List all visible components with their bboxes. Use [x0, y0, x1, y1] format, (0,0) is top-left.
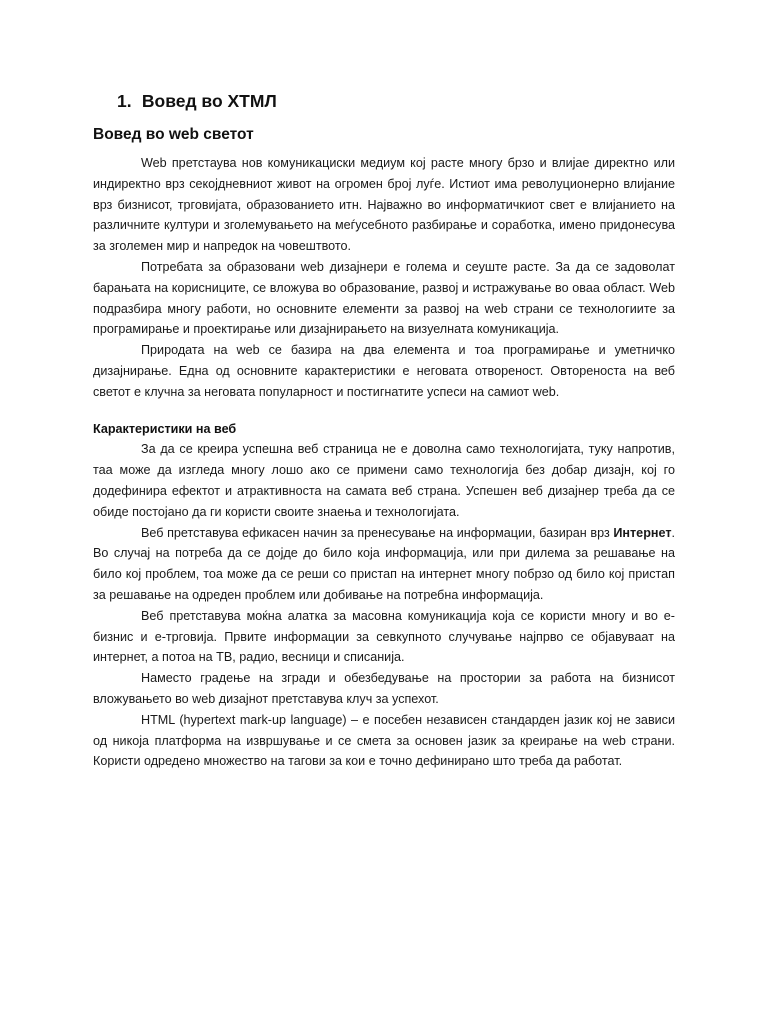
- internet-bold-term: Интернет: [613, 525, 672, 540]
- paragraph: За да се креира успешна веб страница не е доволна само технологијата, туку напротив, таа може да изгледа многу лошо ако се примени само технологија без добар дизајн, кој го додефинира ефектот и атрактивноста на самата веб страна. Успешен веб дизајнер треба да се обиде постојано да ги користи своите знаења и технологијата.: [93, 442, 675, 519]
- chapter-heading: [117, 88, 675, 114]
- paragraph: Наместо градење на згради и обезбедување на простории за работа на бизнисот вложувањето во web дизајнот претставува клуч за успехот.: [93, 671, 675, 706]
- paragraph-text: Веб претставува ефикасен начин за пренесување на информации, базиран врз: [141, 525, 614, 540]
- paragraph: HTML (hypertext mark-up language) – е посебен независен стандарден јазик кој не зависи од никоја платформа на извршување и се смета за основен јазик за креирање на web страни. Користи одредено множество на тагови за кои е точно дефинирано што треба да работат.: [93, 712, 675, 769]
- paragraph-internet: [93, 523, 675, 606]
- chapter-title: Вовед во ХТМЛ: [141, 91, 277, 111]
- paragraph: Потребата за образовани web дизајнери е голема и сеуште расте. За да се задоволат барањата на корисниците, се вложува во образование, развој и истражување во оваа област. Web подразбира многу работи, но основните елементи за развој на web страни се технологиите за програмирање и проектирање или дизајнирањето на визуелната комуникација.: [93, 259, 675, 337]
- paragraph-text: . Во случај на потреба да се дојде до било која информација, или при дилема за решавање на било кој проблем, тоа може да се реши со пристап на интернет многу побрзо од било кој пристап за решавање на одреден проблем или добивање на потребна информација.: [93, 525, 675, 602]
- section-title-characteristics: Карактеристики на веб: [93, 421, 237, 436]
- chapter-number: 1.: [117, 91, 132, 111]
- paragraph: Веб претставува моќна алатка за масовна комуникација која се користи многу и во е-бизнис и е-трговија. Првите информации за севкупното случување најпрво се објавуваат на интернет, а потоа на ТВ, радио, весници и списанија.: [93, 608, 675, 665]
- section-title-intro: Вовед во web светот: [93, 126, 254, 143]
- document-body: [93, 88, 675, 772]
- paragraph: Природата на web се базира на два елемента и тоа програмирање и уметничко дизајнирање. Една од основните карактеристики е неговата отвореност. Овтореноста на веб светот е клучна за неговата популарност и постигнатите успеси на самиот web.: [93, 343, 675, 399]
- paragraph: Web претстаува нов комуникациски медиум кој расте многу брзо и влијае директно или индиректно врз секојдневниот живот на огромен број луѓе. Истиот има револуционерно влијание врз бизнисот, трговијата, образованието итн. Најважно во информатичкиот свет е влијанието на различните култури и зголемувањето на меѓусебното разбирање и соработка, имено придонесува за зголемен мир и напредок на човештвото.: [93, 156, 675, 254]
